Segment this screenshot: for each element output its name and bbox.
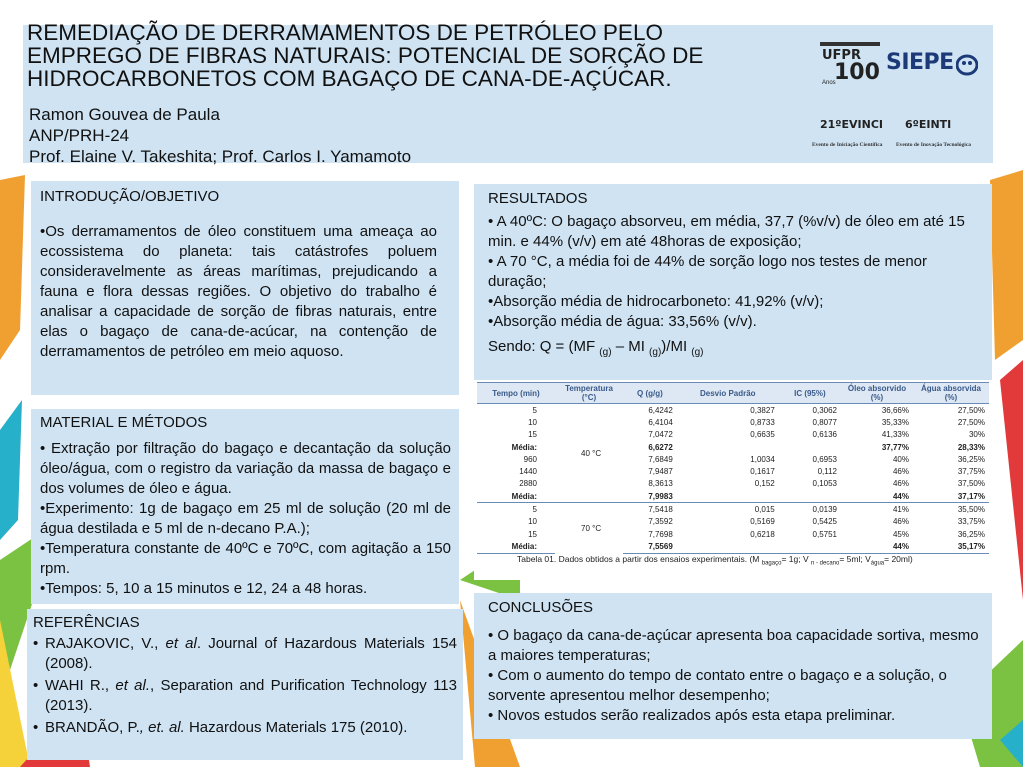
table-cell: 0,152 (754, 479, 775, 489)
table-cell: 2880 (519, 479, 537, 489)
methods-item: • Extração por filtração do bagaço e decantação da solução óleo/água, com o registro da variação da massa de bagaço e dos volumes de óleo e água. (40, 440, 451, 497)
conclusions-item: • O bagaço da cana-de-açúcar apresenta boa capacidade sortiva, mesmo a maiores temperaturas; (488, 627, 979, 664)
table-cell: 0,5751 (812, 529, 837, 539)
table-cell: 5 (477, 503, 555, 516)
ufpr-logo (820, 42, 880, 94)
ufpr-logo-text: UFPR (822, 48, 861, 63)
intro-text: •Os derramamentos de óleo constituem uma ameaça ao ecossistema do planeta: tais catástrofes poluem consideravelmente as áreas marítimas, prejudicando a fauna e flora dessas regiões. O objetivo do trabalho é analisar a capacidade de sorção de fibras naturais, entre elas o bagaço de cana-de-acúcar, na contenção de derramamentos de petróleo em meio aquoso. (40, 223, 437, 360)
conclusions-item: • Novos estudos serão realizados após esta etapa preliminar. (488, 707, 896, 724)
table-cell: 0,5425 (812, 517, 837, 527)
evinci-caption: Evento de Iniciação Científica (812, 142, 883, 148)
table-cell: 0,6218 (750, 529, 775, 539)
conclusions-item: • Com o aumento do tempo de contato entre o bagaço e a solução, o sorvente apresentou melhor desempenho; (488, 667, 947, 704)
advisors: Prof. Elaine V. Takeshita; Prof. Carlos I. Yamamoto (29, 147, 412, 166)
title-line-2: EMPREGO DE FIBRAS NATURAIS: POTENCIAL DE SORÇÃO DE (27, 43, 704, 68)
table-cell: 7,9487 (648, 467, 673, 477)
table-cell: 0,6953 (812, 454, 837, 464)
program-name: ANP/PRH-24 (29, 126, 130, 145)
table-cell: 0,112 (817, 467, 837, 477)
table-row (477, 453, 989, 465)
siepe-logo (886, 50, 981, 90)
table-row (477, 429, 989, 441)
table-header: IC (95%) (779, 383, 841, 404)
results-item: • A 70 °C, a média foi de 44% de sorção logo nos testes de menor duração; (488, 253, 928, 290)
table-cell: 35,33% (881, 417, 909, 427)
einti-logo-text: 6ºEINTI (905, 118, 952, 131)
table-cell: 46% (892, 467, 909, 477)
table-cell: 0,6136 (812, 430, 837, 440)
methods-item: •Tempos: 5, 10 a 15 minutos e 12, 24 a 48 horas. (40, 580, 368, 597)
table-cell (677, 441, 779, 453)
table-header: Q (g/g) (623, 383, 677, 404)
table-row (477, 465, 989, 477)
table-cell: 0,015 (677, 503, 779, 516)
reference-item: • BRANDÃO, P., et. al. Hazardous Materials 175 (2010). (33, 718, 457, 738)
table-row (477, 528, 989, 540)
table-cell: 37,75% (957, 467, 985, 477)
table-row (477, 404, 989, 417)
einti-logo (905, 115, 951, 133)
table-cell: 44% (892, 491, 909, 501)
results-item: •Absorção média de hidrocarboneto: 41,92% (v/v); (488, 293, 824, 310)
table-header: Desvio Padrão (677, 383, 779, 404)
table-cell: 8,3613 (648, 479, 673, 489)
conclusions-title: CONCLUSÕES (488, 599, 594, 616)
teal-triangle-decoration (0, 400, 22, 540)
table-cell: Média: (511, 491, 537, 501)
evinci-logo (820, 115, 883, 133)
table-cell: 27,50% (957, 405, 985, 415)
table-cell: 7,5569 (623, 540, 677, 553)
author-name: Ramon Gouvea de Paula (29, 105, 220, 124)
red-right-decoration (1000, 360, 1023, 600)
table-cell: Média: (477, 540, 555, 553)
table-cell (677, 540, 779, 553)
table-cell: 7,9983 (648, 491, 673, 501)
poster-title (27, 21, 807, 90)
table-row (477, 416, 989, 428)
table-cell: 6,6272 (648, 442, 673, 452)
table-cell: 45% (892, 529, 909, 539)
table-cell: 36,25% (957, 529, 985, 539)
table-cell: 46% (892, 479, 909, 489)
methods-panel (31, 409, 459, 604)
table-cell: 30% (968, 430, 985, 440)
table-cell: 35,17% (913, 540, 989, 553)
table-header: Tempo (min) (477, 383, 555, 404)
ufpr-years-text: 100 (834, 60, 880, 85)
results-title: RESULTADOS (488, 190, 588, 207)
table-cell: 10 (528, 517, 537, 527)
table-cell: 33,75% (957, 517, 985, 527)
table-cell: 5 (532, 405, 537, 415)
table-row (477, 478, 989, 490)
table-cell: 15 (528, 430, 537, 440)
siepe-face-icon (956, 54, 978, 76)
table-cell: 0,1617 (750, 467, 775, 477)
methods-item: •Experimento: 1g de bagaço em 25 ml de solução (20 ml de água destilada e 5 ml de n-decano P.A.); (40, 500, 451, 537)
table-cell: 44% (841, 540, 913, 553)
table-cell: 27,50% (957, 417, 985, 427)
table-cell: 1440 (519, 467, 537, 477)
intro-panel (31, 181, 459, 395)
temperature-cell: 40 °C (581, 448, 602, 458)
methods-item: •Temperatura constante de 40ºC e 70ºC, com agitação a 150 rpm. (40, 540, 451, 577)
table-cell: 40% (892, 454, 909, 464)
table-cell (677, 490, 779, 503)
table-cell: 7,0472 (648, 430, 673, 440)
table-cell: 960 (523, 454, 537, 464)
results-table (477, 382, 989, 554)
table-cell: 41% (841, 503, 913, 516)
table-cell: 36,25% (957, 454, 985, 464)
table-row (477, 503, 989, 516)
results-table-container (474, 380, 992, 580)
table-cell: 1,0034 (750, 454, 775, 464)
table-row (477, 516, 989, 528)
conclusions-panel (474, 593, 992, 739)
table-header: Óleo absorvido (%) (841, 383, 913, 404)
table-cell: 15 (528, 529, 537, 539)
table-row (477, 441, 989, 453)
table-cell: 37,50% (957, 479, 985, 489)
references-panel (27, 609, 463, 760)
table-row (477, 490, 989, 503)
table-cell: 35,50% (913, 503, 989, 516)
table-cell: 41,33% (881, 430, 909, 440)
table-cell: 6,4242 (648, 405, 673, 415)
ufpr-anos-text: Anos (822, 80, 836, 86)
table-cell: 37,17% (957, 491, 985, 501)
table-cell: 46% (892, 517, 909, 527)
table-cell: 0,6635 (750, 430, 775, 440)
table-cell: 0,5169 (750, 517, 775, 527)
results-panel (474, 184, 992, 380)
methods-title: MATERIAL E MÉTODOS (40, 414, 208, 431)
orange-triangle-decoration (0, 175, 25, 360)
table-cell (779, 490, 841, 503)
results-item: • A 40ºC: O bagaço absorveu, em média, 37,7 (%v/v) de óleo em até 15 min. e 44% (v/v) em até 48horas de exposição; (488, 213, 965, 250)
table-header: Água absorvida (%) (913, 383, 989, 404)
table-cell: 36,66% (881, 405, 909, 415)
table-cell: 6,4104 (648, 417, 673, 427)
table-cell: 28,33% (957, 442, 985, 452)
table-cell: Média: (511, 442, 537, 452)
table-cell: 7,6849 (648, 454, 673, 464)
table-cell: 10 (528, 417, 537, 427)
table-cell: 7,7698 (648, 529, 673, 539)
table-cell: 0,3827 (750, 405, 775, 415)
results-item: •Absorção média de água: 33,56% (v/v). (488, 313, 757, 330)
orange-right-decoration (990, 170, 1023, 360)
einti-caption: Evento de Inovação Tecnológica (896, 142, 972, 148)
table-row (477, 540, 989, 553)
siepe-logo-text: SIEPE (886, 50, 954, 75)
title-line-3: HIDROCARBONETOS COM BAGAÇO DE CANA-DE-AÇÚCAR. (27, 66, 672, 91)
table-cell: 37,77% (881, 442, 909, 452)
results-formula: Sendo: Q = (MF $_{(g)}$ – MI $_{(g)}$)/MI $_{(g)}$ (488, 338, 704, 358)
temperature-cell: 70 °C (555, 503, 623, 553)
evinci-logo-text: 21ºEVINCI (820, 118, 884, 131)
table-header: Temperatura (°C) (555, 383, 623, 404)
table-cell (779, 441, 841, 453)
table-cell: 7,5418 (623, 503, 677, 516)
table-cell: 0,3062 (812, 405, 837, 415)
title-line-1: REMEDIAÇÃO DE DERRAMAMENTOS DE PETRÓLEO PELO (27, 20, 663, 45)
table-cell (779, 540, 841, 553)
table-cell: 0,0139 (779, 503, 841, 516)
table-cell: 7,3592 (648, 517, 673, 527)
table-cell: 0,8733 (750, 417, 775, 427)
reference-item: • RAJAKOVIC, V., et al. Journal of Hazardous Materials 154 (2008). (33, 634, 457, 674)
table-cell: 0,8077 (812, 417, 837, 427)
intro-title: INTRODUÇÃO/OBJETIVO (40, 188, 220, 205)
references-title: REFERÊNCIAS (33, 614, 140, 631)
reference-item: • WAHI R., et al., Separation and Purification Technology 113 (2013). (33, 676, 457, 716)
table-cell: 0,1053 (812, 479, 837, 489)
table-caption: Tabela 01. Dados obtidos a partir dos ensaios experimentais. (M $_{bagaço}$= 1g; V $_{n - decano}$= 5ml; $V_{água}= 20ml$) (517, 553, 913, 567)
